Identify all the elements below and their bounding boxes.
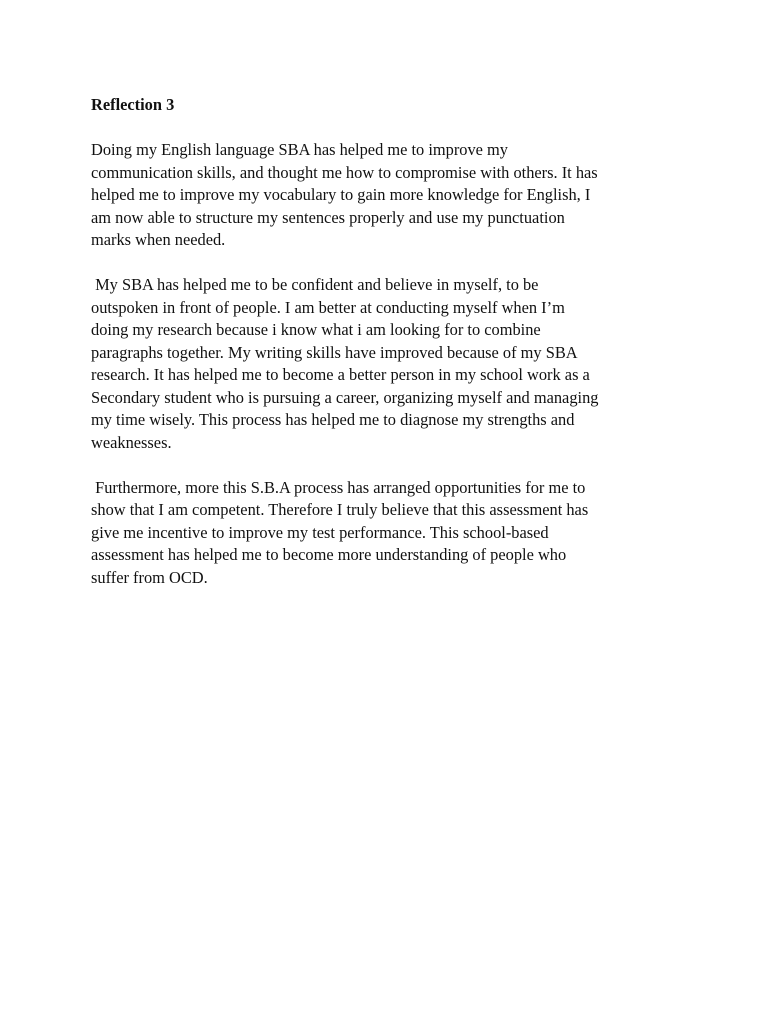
- paragraph-line: research. It has helped me to become a better person in my school work as a: [91, 365, 590, 384]
- paragraph-line: My SBA has helped me to be confident and believe in myself, to be: [91, 275, 539, 294]
- document-title: Reflection 3: [91, 95, 175, 114]
- paragraph-line: communication skills, and thought me how to compromise with others. It has: [91, 162, 598, 182]
- paragraph-line: Doing my English language SBA has helped me to improve my: [91, 140, 509, 159]
- paragraph-line: give me incentive to improve my test performance. This school-based: [91, 522, 549, 542]
- paragraph-line: Secondary student who is pursuing a career, organizing myself and managing: [91, 387, 599, 407]
- paragraph-line: show that I am competent. Therefore I truly believe that this assessment has: [91, 500, 589, 519]
- document-body: [91, 94, 691, 612]
- paragraph-3: [91, 477, 691, 590]
- paragraph-2: [91, 274, 691, 454]
- paragraph-line: my time wisely. This process has helped me to diagnose my strengths and: [91, 410, 575, 429]
- paragraph-line: marks when needed.: [91, 230, 226, 249]
- paragraph-line: suffer from OCD.: [91, 567, 208, 587]
- paragraph-1: [91, 139, 691, 252]
- paragraph-line: assessment has helped me to become more understanding of people who: [91, 545, 567, 564]
- paragraph-line: helped me to improve my vocabulary to gain more knowledge for English, I: [91, 185, 591, 204]
- paragraph-line: am now able to structure my sentences properly and use my punctuation: [91, 207, 565, 227]
- paragraph-line: paragraphs together. My writing skills have improved because of my SBA: [91, 342, 578, 362]
- paragraph-line: Furthermore, more this S.B.A process has arranged opportunities for me to: [91, 477, 586, 497]
- paragraph-line: weaknesses.: [91, 432, 172, 452]
- paragraph-line: outspoken in front of people. I am better at conducting myself when I’m: [91, 297, 565, 317]
- paragraph-line: doing my research because i know what i am looking for to combine: [91, 320, 541, 339]
